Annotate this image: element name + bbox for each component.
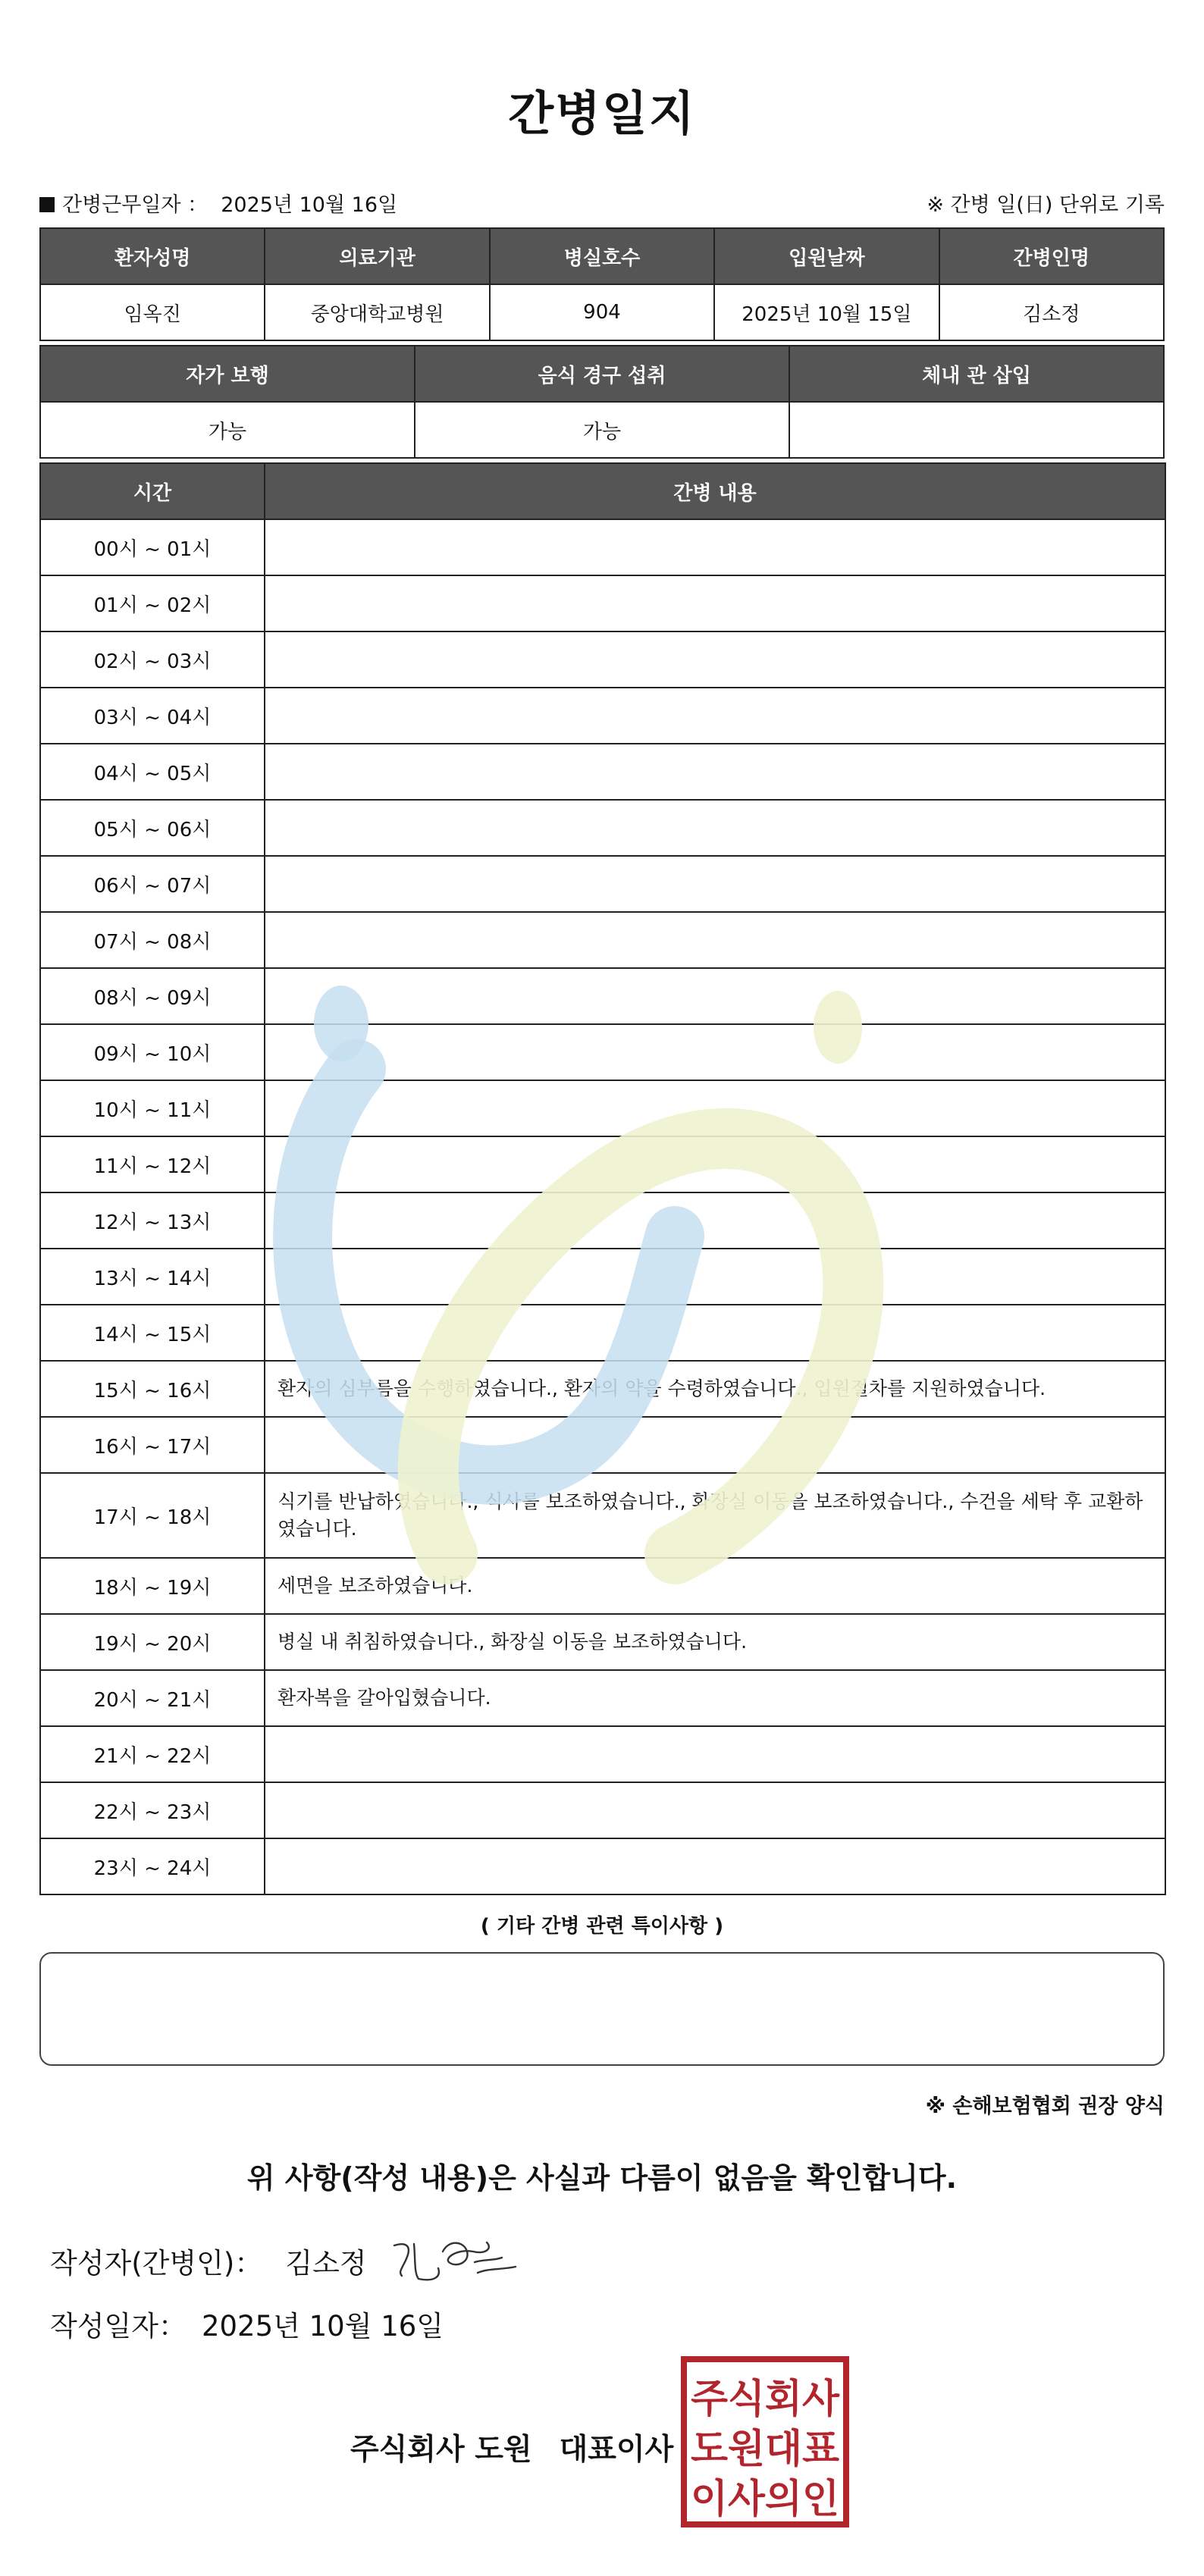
log-row <box>40 1558 1165 1614</box>
hourly-care-log-table <box>39 462 1166 1895</box>
log-content <box>265 1080 1165 1136</box>
log-content: 환자의 심부름을 수행하였습니다., 환자의 약을 수령하였습니다., 입원절차를 지원하였습니다. <box>265 1361 1165 1417</box>
log-content <box>265 631 1165 688</box>
header-room: 병실호수 <box>490 228 714 284</box>
log-row <box>40 1782 1165 1838</box>
signature-stroke <box>394 2242 516 2280</box>
log-row <box>40 1305 1165 1361</box>
log-time: 18시 ~ 19시 <box>40 1558 265 1614</box>
log-content: 환자복을 갈아입혔습니다. <box>265 1670 1165 1726</box>
log-content <box>265 1726 1165 1782</box>
writer-name: 김소정 <box>285 2247 367 2280</box>
log-time: 22시 ~ 23시 <box>40 1782 265 1838</box>
company-name: 주식회사 도원 <box>350 2433 532 2467</box>
log-content <box>265 1136 1165 1192</box>
writer-label: 작성자(간병인)： <box>50 2247 263 2280</box>
log-time: 11시 ~ 12시 <box>40 1136 265 1192</box>
log-time: 21시 ~ 22시 <box>40 1726 265 1782</box>
log-time: 12시 ~ 13시 <box>40 1192 265 1249</box>
patient-name: 임옥진 <box>40 284 265 340</box>
log-time: 02시 ~ 03시 <box>40 631 265 688</box>
written-date-label: 작성일자： <box>50 2310 187 2343</box>
log-time: 16시 ~ 17시 <box>40 1417 265 1473</box>
oral-intake-status: 가능 <box>415 402 789 458</box>
company-line <box>350 2426 673 2468</box>
caregiver-name: 김소정 <box>939 284 1164 340</box>
written-date-value: 2025년 10월 16일 <box>201 2310 444 2343</box>
work-date-value: 2025년 10월 16일 <box>221 193 398 217</box>
log-content <box>265 856 1165 912</box>
log-time: 05시 ~ 06시 <box>40 800 265 856</box>
log-content <box>265 800 1165 856</box>
confirmation-statement: 위 사항(작성 내용)은 사실과 다름이 없음을 확인합니다. <box>246 2161 958 2195</box>
patient-status-table <box>39 345 1165 459</box>
log-content <box>265 519 1165 575</box>
log-content <box>265 1782 1165 1838</box>
log-content: 병실 내 취침하였습니다., 화장실 이동을 보조하였습니다. <box>265 1614 1165 1670</box>
log-time: 13시 ~ 14시 <box>40 1249 265 1305</box>
writer-line <box>50 2240 367 2281</box>
recommended-form-note: ※ 손해보험협회 권장 양식 <box>925 2095 1165 2118</box>
log-content <box>265 744 1165 800</box>
document-title: 간병일지 <box>508 86 696 141</box>
signature-image <box>388 2229 525 2289</box>
log-content <box>265 1417 1165 1473</box>
log-row <box>40 744 1165 800</box>
log-row <box>40 575 1165 631</box>
log-row <box>40 1838 1165 1894</box>
company-ceo-title: 대표이사 <box>559 2433 674 2467</box>
log-row <box>40 1614 1165 1670</box>
log-row <box>40 1024 1165 1080</box>
work-date-label: 간병근무일자 ： <box>62 193 209 217</box>
log-row <box>40 1726 1165 1782</box>
seal-line-3: 이사의인 <box>691 2477 839 2522</box>
header-caregiver: 간병인명 <box>939 228 1164 284</box>
log-time: 00시 ~ 01시 <box>40 519 265 575</box>
log-content <box>265 1192 1165 1249</box>
log-row <box>40 1361 1165 1417</box>
log-row <box>40 1473 1165 1558</box>
square-bullet-icon <box>39 197 55 212</box>
log-row <box>40 1249 1165 1305</box>
log-row <box>40 1670 1165 1726</box>
walking-status: 가능 <box>40 402 415 458</box>
log-time: 03시 ~ 04시 <box>40 688 265 744</box>
log-content <box>265 1024 1165 1080</box>
log-content: 세면을 보조하였습니다. <box>265 1558 1165 1614</box>
log-row <box>40 800 1165 856</box>
log-content <box>265 575 1165 631</box>
log-time: 07시 ~ 08시 <box>40 912 265 968</box>
log-content <box>265 968 1165 1024</box>
log-row <box>40 631 1165 688</box>
log-content <box>265 1838 1165 1894</box>
special-notes-box <box>39 1952 1165 2066</box>
header-care-content: 간병 내용 <box>265 463 1165 519</box>
work-date-line <box>39 188 397 218</box>
special-notes-title: ( 기타 간병 관련 특이사항 ) <box>480 1915 724 1938</box>
header-oral-intake: 음식 경구 섭취 <box>415 346 789 402</box>
company-seal-stamp <box>681 2356 849 2527</box>
log-content <box>265 1249 1165 1305</box>
log-row <box>40 1080 1165 1136</box>
log-time: 20시 ~ 21시 <box>40 1670 265 1726</box>
header-admission-date: 입원날짜 <box>714 228 939 284</box>
log-row <box>40 968 1165 1024</box>
header-patient-name: 환자성명 <box>40 228 265 284</box>
log-time: 01시 ~ 02시 <box>40 575 265 631</box>
log-time: 14시 ~ 15시 <box>40 1305 265 1361</box>
tube-insertion-status <box>789 402 1164 458</box>
header-hospital: 의료기관 <box>265 228 489 284</box>
log-time: 19시 ~ 20시 <box>40 1614 265 1670</box>
patient-info-table <box>39 227 1165 341</box>
log-row <box>40 688 1165 744</box>
log-row <box>40 1417 1165 1473</box>
header-walking: 자가 보행 <box>40 346 415 402</box>
seal-line-2: 도원대표 <box>691 2427 839 2472</box>
log-time: 15시 ~ 16시 <box>40 1361 265 1417</box>
log-row <box>40 1136 1165 1192</box>
log-time: 04시 ~ 05시 <box>40 744 265 800</box>
log-time: 17시 ~ 18시 <box>40 1473 265 1558</box>
admission-date: 2025년 10월 15일 <box>714 284 939 340</box>
written-date-line <box>50 2303 444 2344</box>
header-time: 시간 <box>40 463 265 519</box>
log-time: 08시 ~ 09시 <box>40 968 265 1024</box>
log-time: 23시 ~ 24시 <box>40 1838 265 1894</box>
log-time: 06시 ~ 07시 <box>40 856 265 912</box>
seal-line-1: 주식회사 <box>691 2377 840 2422</box>
hospital-name: 중앙대학교병원 <box>265 284 489 340</box>
log-row <box>40 519 1165 575</box>
log-row <box>40 856 1165 912</box>
room-number: 904 <box>490 284 714 340</box>
log-time: 09시 ~ 10시 <box>40 1024 265 1080</box>
log-row <box>40 1192 1165 1249</box>
header-tube-insertion: 체내 관 삽입 <box>789 346 1164 402</box>
log-content <box>265 1305 1165 1361</box>
log-content <box>265 688 1165 744</box>
log-content: 식기를 반납하였습니다., 식사를 보조하였습니다., 화장실 이동을 보조하였습니다., 수건을 세탁 후 교환하였습니다. <box>265 1473 1165 1558</box>
log-content <box>265 912 1165 968</box>
daily-record-note: ※ 간병 일(日) 단위로 기록 <box>927 193 1165 217</box>
log-time: 10시 ~ 11시 <box>40 1080 265 1136</box>
log-row <box>40 912 1165 968</box>
